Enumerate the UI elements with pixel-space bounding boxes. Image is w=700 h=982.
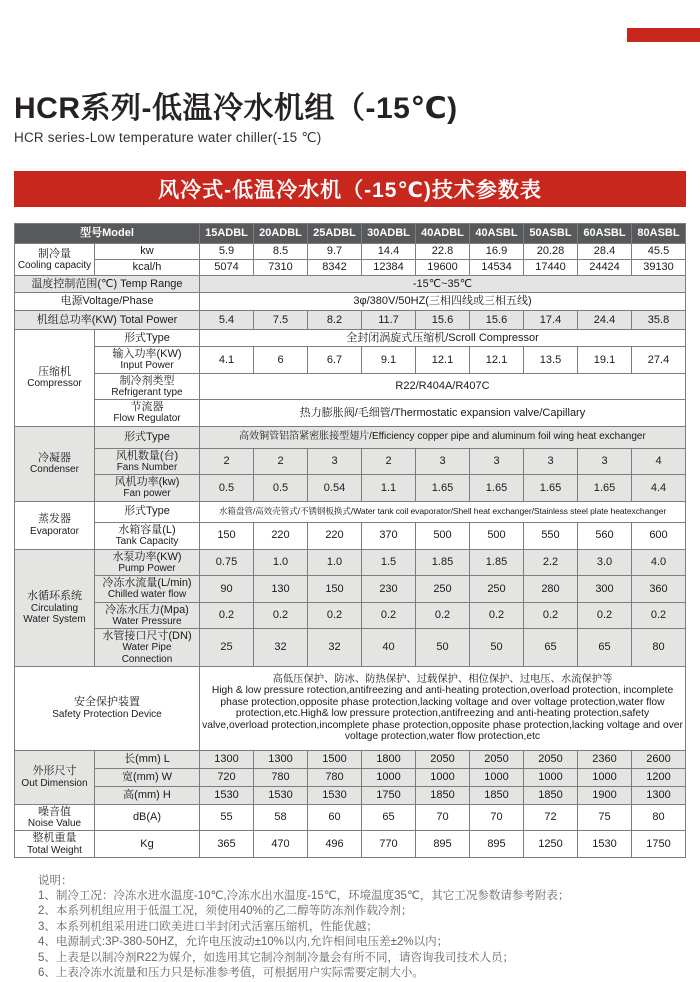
- spec-value: 1.65: [524, 475, 578, 502]
- spec-value: 1530: [308, 786, 362, 804]
- row-label-line: Chilled water flow: [107, 589, 187, 601]
- spec-value: 3: [416, 448, 470, 475]
- row-label: [95, 786, 200, 804]
- spec-value: 15.6: [416, 311, 470, 330]
- spec-value: 35.8: [632, 311, 686, 330]
- spec-value: 300: [578, 576, 632, 603]
- spec-row: [15, 293, 686, 311]
- spec-value: 11.7: [362, 311, 416, 330]
- model-name: 15ADBL: [200, 224, 254, 244]
- page-subtitle: HCR series-Low temperature water chiller(-15 ℃): [14, 130, 322, 145]
- row-label-line: 宽(mm) W: [121, 771, 173, 784]
- spec-row: [15, 831, 686, 858]
- row-label-line: 风机数量(台): [115, 449, 179, 462]
- spec-row: [15, 549, 686, 576]
- note-line: 6、上表冷冻水流量和压力只是标准参考值，可根据用户实际需要定制大小。: [38, 967, 424, 980]
- row-label-line: 节流器: [130, 401, 164, 413]
- spec-row: [15, 750, 686, 768]
- spec-table: [14, 223, 686, 858]
- spec-value: 230: [362, 576, 416, 603]
- spec-value: 150: [308, 576, 362, 603]
- spec-value: 2050: [524, 750, 578, 768]
- spec-value: 45.5: [632, 244, 686, 260]
- row-label-line: Connection: [121, 653, 173, 665]
- row-label: [95, 750, 200, 768]
- note-line: 1、制冷工况：冷冻水进水温度-10℃,冷冻水出水温度-15℃，环境温度35℃，其它工况参数请参考附表；: [38, 889, 570, 902]
- spec-value: 496: [308, 831, 362, 858]
- row-label: [95, 831, 200, 858]
- note-line: 4、电源制式:3P-380-50HZ，允许电压波动±10%以内,允许相间电压差±2%以内；: [38, 936, 449, 949]
- row-label-line: kw: [140, 245, 154, 258]
- span-value: 水箱盘管/高效壳管式/不锈钢板换式/Water tank coil evaporator/Shell heat exchanger/Stainless steel plate heatexchanger: [200, 501, 686, 522]
- spec-value: 1900: [578, 786, 632, 804]
- spec-value: 1750: [362, 786, 416, 804]
- spec-row: [15, 347, 686, 374]
- spec-value: 1000: [470, 768, 524, 786]
- group-label-en: Noise Value: [27, 818, 82, 829]
- spec-value: 75: [578, 804, 632, 831]
- row-label: [95, 260, 200, 276]
- spec-value: 0.5: [200, 475, 254, 502]
- row-label: [95, 475, 200, 502]
- model-name: 40ASBL: [470, 224, 524, 244]
- safety-text: [200, 666, 686, 750]
- spec-value: 150: [200, 522, 254, 549]
- spec-value: 1850: [524, 786, 578, 804]
- model-name: 80ASBL: [632, 224, 686, 244]
- spec-value: 3: [470, 448, 524, 475]
- spec-row: [15, 629, 686, 667]
- spec-value: 12.1: [416, 347, 470, 374]
- spec-row: [15, 576, 686, 603]
- spec-value: 65: [362, 804, 416, 831]
- model-name: 20ADBL: [254, 224, 308, 244]
- spec-value: 0.2: [632, 602, 686, 629]
- spec-value: 0.2: [308, 602, 362, 629]
- spec-value: 17.4: [524, 311, 578, 330]
- spec-value: 58: [254, 804, 308, 831]
- spec-value: 24.4: [578, 311, 632, 330]
- spec-row: [15, 522, 686, 549]
- row-label-line: 输入功率(KW): [112, 348, 182, 360]
- spec-row: [15, 276, 686, 293]
- spec-value: 39130: [632, 260, 686, 276]
- spec-value: 1000: [578, 768, 632, 786]
- spec-value: 27.4: [632, 347, 686, 374]
- note-line: 2、本系列机组应用于低温工况，须使用40%的乙二醇等防冻剂作载冷剂；: [38, 905, 413, 918]
- spec-value: 780: [254, 768, 308, 786]
- spec-row: [15, 501, 686, 522]
- spec-value: 25: [200, 629, 254, 667]
- group-label-zh: 整机重量: [32, 832, 77, 845]
- note-line: 5、上表是以制冷剂R22为媒介，如选用其它制冷剂制冷量会有所不同，请咨询我司技术人员；: [38, 951, 514, 964]
- model-name: 30ADBL: [362, 224, 416, 244]
- row-label-line: Fans Number: [116, 461, 178, 473]
- spec-value: 17440: [524, 260, 578, 276]
- span-value: 热力膨胀阀/毛细管/Thermostatic expansion valve/Capillary: [200, 400, 686, 427]
- spec-value: 1800: [362, 750, 416, 768]
- note-line: 3、本系列机组采用进口欧美进口半封闭式活塞压缩机，性能优越；: [38, 920, 378, 933]
- spec-value: 32: [308, 629, 362, 667]
- spec-value: 0.2: [200, 602, 254, 629]
- row-label-line: Safety Protection Device: [52, 708, 162, 720]
- spec-row: [15, 400, 686, 427]
- row-label-line: 水箱容量(L): [118, 523, 176, 536]
- spec-value: 2.2: [524, 549, 578, 576]
- group-label-zh: 冷凝器: [38, 451, 71, 464]
- row-label-line: 形式Type: [124, 331, 170, 344]
- spec-value: 19.1: [578, 347, 632, 374]
- spec-value: 4.0: [632, 549, 686, 576]
- row-label-line: 长(mm) L: [124, 753, 170, 766]
- spec-value: 65: [578, 629, 632, 667]
- spec-value: 600: [632, 522, 686, 549]
- row-label-line: dB(A): [132, 811, 162, 824]
- spec-value: 250: [416, 576, 470, 603]
- span-value: -15℃~35℃: [200, 276, 686, 293]
- row-label: [15, 666, 200, 750]
- spec-value: 3: [524, 448, 578, 475]
- spec-value: 6: [254, 347, 308, 374]
- spec-value: 0.2: [524, 602, 578, 629]
- spec-value: 28.4: [578, 244, 632, 260]
- spec-value: 80: [632, 804, 686, 831]
- page-title: HCR系列-低温冷水机组（-15℃): [14, 92, 458, 125]
- group-label-en: Evaporator: [30, 525, 79, 537]
- row-label: [95, 373, 200, 400]
- spec-value: 1530: [578, 831, 632, 858]
- spec-value: 22.8: [416, 244, 470, 260]
- row-label-line: 形式Type: [124, 505, 170, 518]
- spec-value: 2050: [416, 750, 470, 768]
- spec-value: 40: [362, 629, 416, 667]
- spec-row: [15, 786, 686, 804]
- spec-value: 7310: [254, 260, 308, 276]
- group-label: [15, 804, 95, 831]
- spec-value: 370: [362, 522, 416, 549]
- spec-row: [15, 804, 686, 831]
- spec-value: 1.0: [254, 549, 308, 576]
- row-label-line: kcal/h: [132, 261, 162, 274]
- group-label-en: Total Weight: [27, 844, 82, 856]
- row-label-line: 电源Voltage/Phase: [60, 295, 154, 308]
- spec-value: 8.2: [308, 311, 362, 330]
- spec-value: 0.5: [254, 475, 308, 502]
- group-label-en: Cooling capacity: [17, 260, 92, 272]
- spec-value: 895: [416, 831, 470, 858]
- spec-value: 780: [308, 768, 362, 786]
- spec-value: 4.1: [200, 347, 254, 374]
- span-value: 高效铜管铝箔紧密胀接型翅片/Efficiency copper pipe and aluminum foil wing heat exchanger: [200, 426, 686, 448]
- group-label: [15, 549, 95, 666]
- spec-value: 1500: [308, 750, 362, 768]
- spec-value: 2600: [632, 750, 686, 768]
- row-label: [95, 448, 200, 475]
- row-label: [15, 276, 200, 293]
- spec-value: 220: [254, 522, 308, 549]
- banner-title: 风冷式-低温冷水机（-15℃)技术参数表: [158, 179, 542, 202]
- spec-value: 2360: [578, 750, 632, 768]
- row-label-line: 温度控制范围(℃) Temp Range: [31, 277, 183, 290]
- row-label-line: 水管接口尺寸(DN): [102, 630, 192, 642]
- row-label: [95, 549, 200, 576]
- group-label-zh: 蒸发器: [38, 513, 71, 526]
- spec-value: 12.1: [470, 347, 524, 374]
- group-label: [15, 426, 95, 501]
- spec-table-body: [15, 224, 686, 858]
- spec-value: 12384: [362, 260, 416, 276]
- spec-value: 1530: [254, 786, 308, 804]
- group-label: [15, 501, 95, 549]
- group-label-en: Circulating Water System: [23, 602, 86, 625]
- model-name: 50ASBL: [524, 224, 578, 244]
- spec-value: 16.9: [470, 244, 524, 260]
- spec-value: 2: [254, 448, 308, 475]
- spec-value: 280: [524, 576, 578, 603]
- spec-value: 0.75: [200, 549, 254, 576]
- row-label: [95, 400, 200, 427]
- spec-value: 70: [470, 804, 524, 831]
- spec-value: 1000: [362, 768, 416, 786]
- spec-row: [15, 260, 686, 276]
- spec-value: 1.85: [416, 549, 470, 576]
- spec-value: 19600: [416, 260, 470, 276]
- spec-value: 0.2: [470, 602, 524, 629]
- spec-value: 0.2: [362, 602, 416, 629]
- spec-value: 3.0: [578, 549, 632, 576]
- spec-value: 55: [200, 804, 254, 831]
- spec-value: 1000: [416, 768, 470, 786]
- group-label-en: Compressor: [27, 378, 82, 390]
- spec-value: 20.28: [524, 244, 578, 260]
- spec-value: 32: [254, 629, 308, 667]
- model-name: 40ADBL: [416, 224, 470, 244]
- span-value: 全封闭涡旋式压缩机/Scroll Compressor: [200, 330, 686, 347]
- spec-value: 60: [308, 804, 362, 831]
- group-label: [15, 330, 95, 427]
- row-label: [95, 629, 200, 667]
- safety-text-en: High & low pressure rotection,antifreezing and anti-heating protection,overload protection, incomplete phase protection,opposite phase protection,lacking voltage and over voltage protection,water flow protection,etc.High& low pressure protection,antifreezing and anti-heating protection,safety valve,overload protection,incomplete phase protection,opposite phase protection,lacking voltage and over voltage protection,water flow protection,etc: [202, 685, 683, 743]
- spec-value: 720: [200, 768, 254, 786]
- row-label: [95, 426, 200, 448]
- spec-value: 2: [200, 448, 254, 475]
- group-label: [15, 750, 95, 804]
- model-name: 60ASBL: [578, 224, 632, 244]
- notes-section: [14, 873, 686, 982]
- spec-value: 0.54: [308, 475, 362, 502]
- safety-text-zh: 高低压保护、防冰、防热保护、过载保护、相位保护、过电压、水流保护等: [272, 673, 613, 685]
- spec-row: [15, 373, 686, 400]
- spec-value: 3: [308, 448, 362, 475]
- spec-value: 70: [416, 804, 470, 831]
- row-label-line: Kg: [140, 837, 154, 850]
- span-value: R22/R404A/R407C: [200, 373, 686, 400]
- group-label: [15, 244, 95, 276]
- row-label-line: Flow Regulator: [113, 413, 181, 425]
- spec-value: 72: [524, 804, 578, 831]
- spec-value: 90: [200, 576, 254, 603]
- spec-value: 2: [362, 448, 416, 475]
- model-header-label: 型号Model: [15, 224, 200, 244]
- spec-value: 1.65: [578, 475, 632, 502]
- spec-value: 365: [200, 831, 254, 858]
- spec-value: 250: [470, 576, 524, 603]
- row-label-line: Tank Capacity: [115, 536, 179, 548]
- row-label-line: 安全保护装置: [74, 696, 140, 709]
- group-label-zh: 制冷量: [38, 247, 71, 260]
- spec-value: 24424: [578, 260, 632, 276]
- row-label-line: 冷冻水压力(Mpa): [105, 603, 189, 616]
- spec-value: 1850: [470, 786, 524, 804]
- row-label: [95, 522, 200, 549]
- row-label-line: Water Pressure: [112, 615, 182, 627]
- corner-accent-bar: [627, 28, 700, 42]
- spec-value: 5.4: [200, 311, 254, 330]
- spec-value: 1300: [254, 750, 308, 768]
- spec-value: 1000: [524, 768, 578, 786]
- spec-value: 360: [632, 576, 686, 603]
- spec-value: 1750: [632, 831, 686, 858]
- row-label-line: 机组总功率(KW) Total Power: [36, 313, 178, 326]
- spec-value: 470: [254, 831, 308, 858]
- row-label: [95, 501, 200, 522]
- spec-value: 2050: [470, 750, 524, 768]
- group-label: [15, 831, 95, 858]
- spec-value: 1.1: [362, 475, 416, 502]
- spec-value: 1.85: [470, 549, 524, 576]
- spec-value: 9.1: [362, 347, 416, 374]
- spec-value: 14534: [470, 260, 524, 276]
- spec-value: 9.7: [308, 244, 362, 260]
- spec-value: 560: [578, 522, 632, 549]
- spec-value: 14.4: [362, 244, 416, 260]
- notes-list: [38, 889, 686, 982]
- spec-value: 220: [308, 522, 362, 549]
- span-value: 3φ/380V/50HZ(三相四线或三相五线): [200, 293, 686, 311]
- spec-row: [15, 666, 686, 750]
- spec-value: 4.4: [632, 475, 686, 502]
- spec-value: 1.5: [362, 549, 416, 576]
- spec-value: 50: [470, 629, 524, 667]
- spec-value: 1250: [524, 831, 578, 858]
- row-label-line: 高(mm) H: [123, 789, 171, 802]
- spec-value: 1.0: [308, 549, 362, 576]
- row-label-line: Fan power: [123, 488, 171, 500]
- row-label: [95, 347, 200, 374]
- group-label-zh: 水循环系统: [27, 590, 82, 603]
- row-label-line: 制冷剂类型: [119, 374, 175, 387]
- spec-value: 1850: [416, 786, 470, 804]
- row-label: [95, 576, 200, 603]
- spec-value: 770: [362, 831, 416, 858]
- section-banner: [14, 171, 686, 207]
- group-label-en: Condenser: [30, 464, 79, 476]
- row-label-line: 形式Type: [124, 430, 170, 443]
- spec-value: 1300: [632, 786, 686, 804]
- row-label: [15, 293, 200, 311]
- row-label: [95, 804, 200, 831]
- group-label-zh: 噪音值: [38, 805, 71, 818]
- row-label-line: Pump Power: [118, 562, 176, 574]
- spec-row: [15, 602, 686, 629]
- spec-row: [15, 311, 686, 330]
- spec-value: 6.7: [308, 347, 362, 374]
- group-label-zh: 压缩机: [38, 366, 71, 378]
- spec-value: 80: [632, 629, 686, 667]
- spec-value: 5074: [200, 260, 254, 276]
- model-header-row: [15, 224, 686, 244]
- spec-value: 5.9: [200, 244, 254, 260]
- spec-value: 8342: [308, 260, 362, 276]
- row-label-line: 风机功率(kw): [114, 476, 180, 488]
- spec-value: 1.65: [416, 475, 470, 502]
- group-label-zh: 外形尺寸: [32, 765, 77, 778]
- spec-row: [15, 426, 686, 448]
- spec-value: 0.2: [416, 602, 470, 629]
- spec-value: 1530: [200, 786, 254, 804]
- spec-value: 65: [524, 629, 578, 667]
- spec-row: [15, 244, 686, 260]
- spec-value: 0.2: [578, 602, 632, 629]
- spec-value: 13.5: [524, 347, 578, 374]
- row-label-line: Water Pipe: [122, 642, 172, 654]
- spec-row: [15, 330, 686, 347]
- spec-value: 8.5: [254, 244, 308, 260]
- spec-value: 1300: [200, 750, 254, 768]
- row-label: [95, 768, 200, 786]
- spec-value: 0.2: [254, 602, 308, 629]
- spec-value: 500: [416, 522, 470, 549]
- model-name: 25ADBL: [308, 224, 362, 244]
- notes-heading: 说明：: [38, 874, 73, 887]
- group-label-en: Out Dimension: [21, 777, 88, 789]
- row-label-line: 水泵功率(KW): [112, 550, 182, 563]
- spec-value: 3: [578, 448, 632, 475]
- spec-row: [15, 475, 686, 502]
- row-label: [15, 311, 200, 330]
- row-label: [95, 330, 200, 347]
- row-label-line: Refrigerant type: [111, 386, 183, 398]
- row-label: [95, 602, 200, 629]
- spec-row: [15, 768, 686, 786]
- spec-value: 7.5: [254, 311, 308, 330]
- spec-value: 895: [470, 831, 524, 858]
- spec-value: 4: [632, 448, 686, 475]
- spec-value: 500: [470, 522, 524, 549]
- spec-value: 550: [524, 522, 578, 549]
- row-label: [95, 244, 200, 260]
- row-label-line: Input Power: [120, 360, 174, 372]
- spec-row: [15, 448, 686, 475]
- spec-value: 130: [254, 576, 308, 603]
- spec-value: 1.65: [470, 475, 524, 502]
- spec-value: 1200: [632, 768, 686, 786]
- spec-value: 50: [416, 629, 470, 667]
- spec-value: 15.6: [470, 311, 524, 330]
- row-label-line: 冷冻水流量(L/min): [102, 577, 192, 589]
